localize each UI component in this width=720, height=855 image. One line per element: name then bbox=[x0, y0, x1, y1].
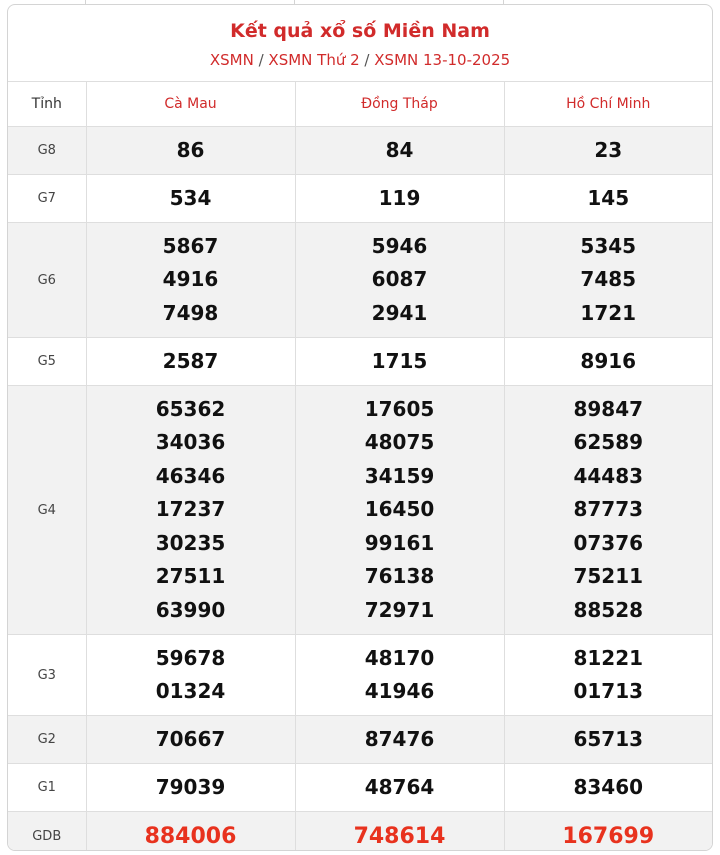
table-row bbox=[8, 175, 712, 223]
prize-number: 65713 bbox=[573, 726, 644, 751]
results-header bbox=[8, 5, 712, 82]
prize-number: 1721 bbox=[580, 300, 637, 325]
prize-number: 48170 bbox=[364, 645, 435, 670]
breadcrumb-link-xsmn-thu2[interactable]: XSMN Thứ 2 bbox=[268, 51, 360, 69]
prize-number: 79039 bbox=[155, 774, 226, 799]
prize-cell bbox=[504, 386, 712, 635]
breadcrumb-separator: / bbox=[364, 51, 370, 69]
prize-cell bbox=[86, 716, 295, 764]
prize-cell bbox=[86, 127, 295, 175]
table-row bbox=[8, 127, 712, 175]
prize-number: 89847 bbox=[573, 396, 644, 421]
prize-cell bbox=[504, 338, 712, 386]
prize-number: 23 bbox=[594, 137, 623, 162]
prize-number: 65362 bbox=[155, 396, 226, 421]
table-row bbox=[8, 223, 712, 338]
prize-number: 4916 bbox=[162, 267, 219, 292]
page-title: Kết quả xổ số Miền Nam bbox=[230, 20, 490, 42]
prize-number: 87773 bbox=[573, 497, 644, 522]
prize-label: G2 bbox=[8, 716, 86, 764]
prize-number: 70667 bbox=[155, 726, 226, 751]
prize-number: 81221 bbox=[573, 645, 644, 670]
prize-number: 99161 bbox=[364, 530, 435, 555]
prize-cell bbox=[295, 812, 504, 852]
breadcrumb-separator: / bbox=[258, 51, 264, 69]
prize-label: G1 bbox=[8, 764, 86, 812]
column-header-province: Tỉnh bbox=[8, 82, 86, 127]
prize-number: 17605 bbox=[364, 396, 435, 421]
prize-number: 5946 bbox=[371, 233, 428, 258]
column-header-ca-mau[interactable]: Cà Mau bbox=[86, 82, 295, 127]
prize-cell bbox=[504, 127, 712, 175]
prize-number: 8916 bbox=[580, 348, 637, 373]
prize-number: 27511 bbox=[155, 564, 226, 589]
table-row bbox=[8, 764, 712, 812]
prize-label: GDB bbox=[8, 812, 86, 852]
table-row bbox=[8, 386, 712, 635]
prize-label: G5 bbox=[8, 338, 86, 386]
table-row bbox=[8, 338, 712, 386]
prize-cell bbox=[86, 386, 295, 635]
table-header-row bbox=[8, 82, 712, 127]
prize-cell bbox=[295, 338, 504, 386]
prize-label: G8 bbox=[8, 127, 86, 175]
prize-cell bbox=[504, 635, 712, 716]
prize-number: 6087 bbox=[371, 267, 428, 292]
table-row bbox=[8, 716, 712, 764]
prize-cell bbox=[504, 812, 712, 852]
table-row bbox=[8, 812, 712, 852]
special-prize-number: 884006 bbox=[144, 823, 237, 849]
prize-cell bbox=[504, 223, 712, 338]
prize-cell bbox=[86, 764, 295, 812]
prize-number: 72971 bbox=[364, 597, 435, 622]
prize-number: 62589 bbox=[573, 430, 644, 455]
prize-cell bbox=[86, 175, 295, 223]
prize-number: 44483 bbox=[573, 463, 644, 488]
prize-number: 16450 bbox=[364, 497, 435, 522]
prize-number: 48075 bbox=[364, 430, 435, 455]
prize-label: G6 bbox=[8, 223, 86, 338]
prize-number: 84 bbox=[385, 137, 414, 162]
prize-number: 34159 bbox=[364, 463, 435, 488]
prize-cell bbox=[295, 635, 504, 716]
prize-number: 7485 bbox=[580, 267, 637, 292]
prize-number: 5345 bbox=[580, 233, 637, 258]
prize-cell bbox=[295, 716, 504, 764]
prize-number: 01713 bbox=[573, 679, 644, 703]
prize-number: 59678 bbox=[155, 645, 226, 670]
prize-number: 87476 bbox=[364, 726, 435, 751]
table-row bbox=[8, 635, 712, 716]
prize-cell bbox=[295, 386, 504, 635]
prize-cell bbox=[504, 716, 712, 764]
prize-label: G7 bbox=[8, 175, 86, 223]
prize-number: 534 bbox=[169, 185, 212, 210]
prize-cell bbox=[86, 338, 295, 386]
prize-number: 2941 bbox=[371, 300, 428, 325]
prize-number: 34036 bbox=[155, 430, 226, 455]
prize-cell bbox=[86, 812, 295, 852]
prize-number: 41946 bbox=[364, 679, 435, 703]
prize-cell bbox=[295, 175, 504, 223]
prize-cell bbox=[295, 764, 504, 812]
results-card bbox=[7, 4, 713, 851]
prize-number: 63990 bbox=[155, 597, 226, 622]
prize-number: 48764 bbox=[364, 774, 435, 799]
prize-number: 7498 bbox=[162, 300, 219, 325]
prize-cell bbox=[504, 764, 712, 812]
prize-number: 119 bbox=[378, 185, 421, 210]
prize-cell bbox=[86, 635, 295, 716]
prize-label: G4 bbox=[8, 386, 86, 635]
prize-number: 5867 bbox=[162, 233, 219, 258]
prize-number: 145 bbox=[587, 185, 630, 210]
special-prize-number: 748614 bbox=[353, 823, 446, 849]
prize-number: 01324 bbox=[155, 679, 226, 703]
prize-number: 17237 bbox=[155, 497, 226, 522]
prize-number: 46346 bbox=[155, 463, 226, 488]
prize-number: 86 bbox=[176, 137, 205, 162]
prize-number: 88528 bbox=[573, 597, 644, 622]
breadcrumb bbox=[8, 50, 712, 70]
column-header-ho-chi-minh[interactable]: Hồ Chí Minh bbox=[504, 82, 712, 127]
prize-cell bbox=[295, 127, 504, 175]
breadcrumb-link-xsmn[interactable]: XSMN bbox=[209, 51, 254, 69]
breadcrumb-link-xsmn-date[interactable]: XSMN 13-10-2025 bbox=[374, 51, 511, 69]
prize-number: 07376 bbox=[573, 530, 644, 555]
prize-number: 2587 bbox=[162, 348, 219, 373]
prize-cell bbox=[504, 175, 712, 223]
results-table bbox=[8, 82, 712, 851]
prize-number: 30235 bbox=[155, 530, 226, 555]
prize-number: 76138 bbox=[364, 564, 435, 589]
prize-number: 1715 bbox=[371, 348, 428, 373]
prize-number: 75211 bbox=[573, 564, 644, 589]
column-header-dong-thap[interactable]: Đồng Tháp bbox=[295, 82, 504, 127]
special-prize-number: 167699 bbox=[562, 823, 655, 849]
prize-cell bbox=[86, 223, 295, 338]
prize-cell bbox=[295, 223, 504, 338]
prize-label: G3 bbox=[8, 635, 86, 716]
prize-number: 83460 bbox=[573, 774, 644, 799]
